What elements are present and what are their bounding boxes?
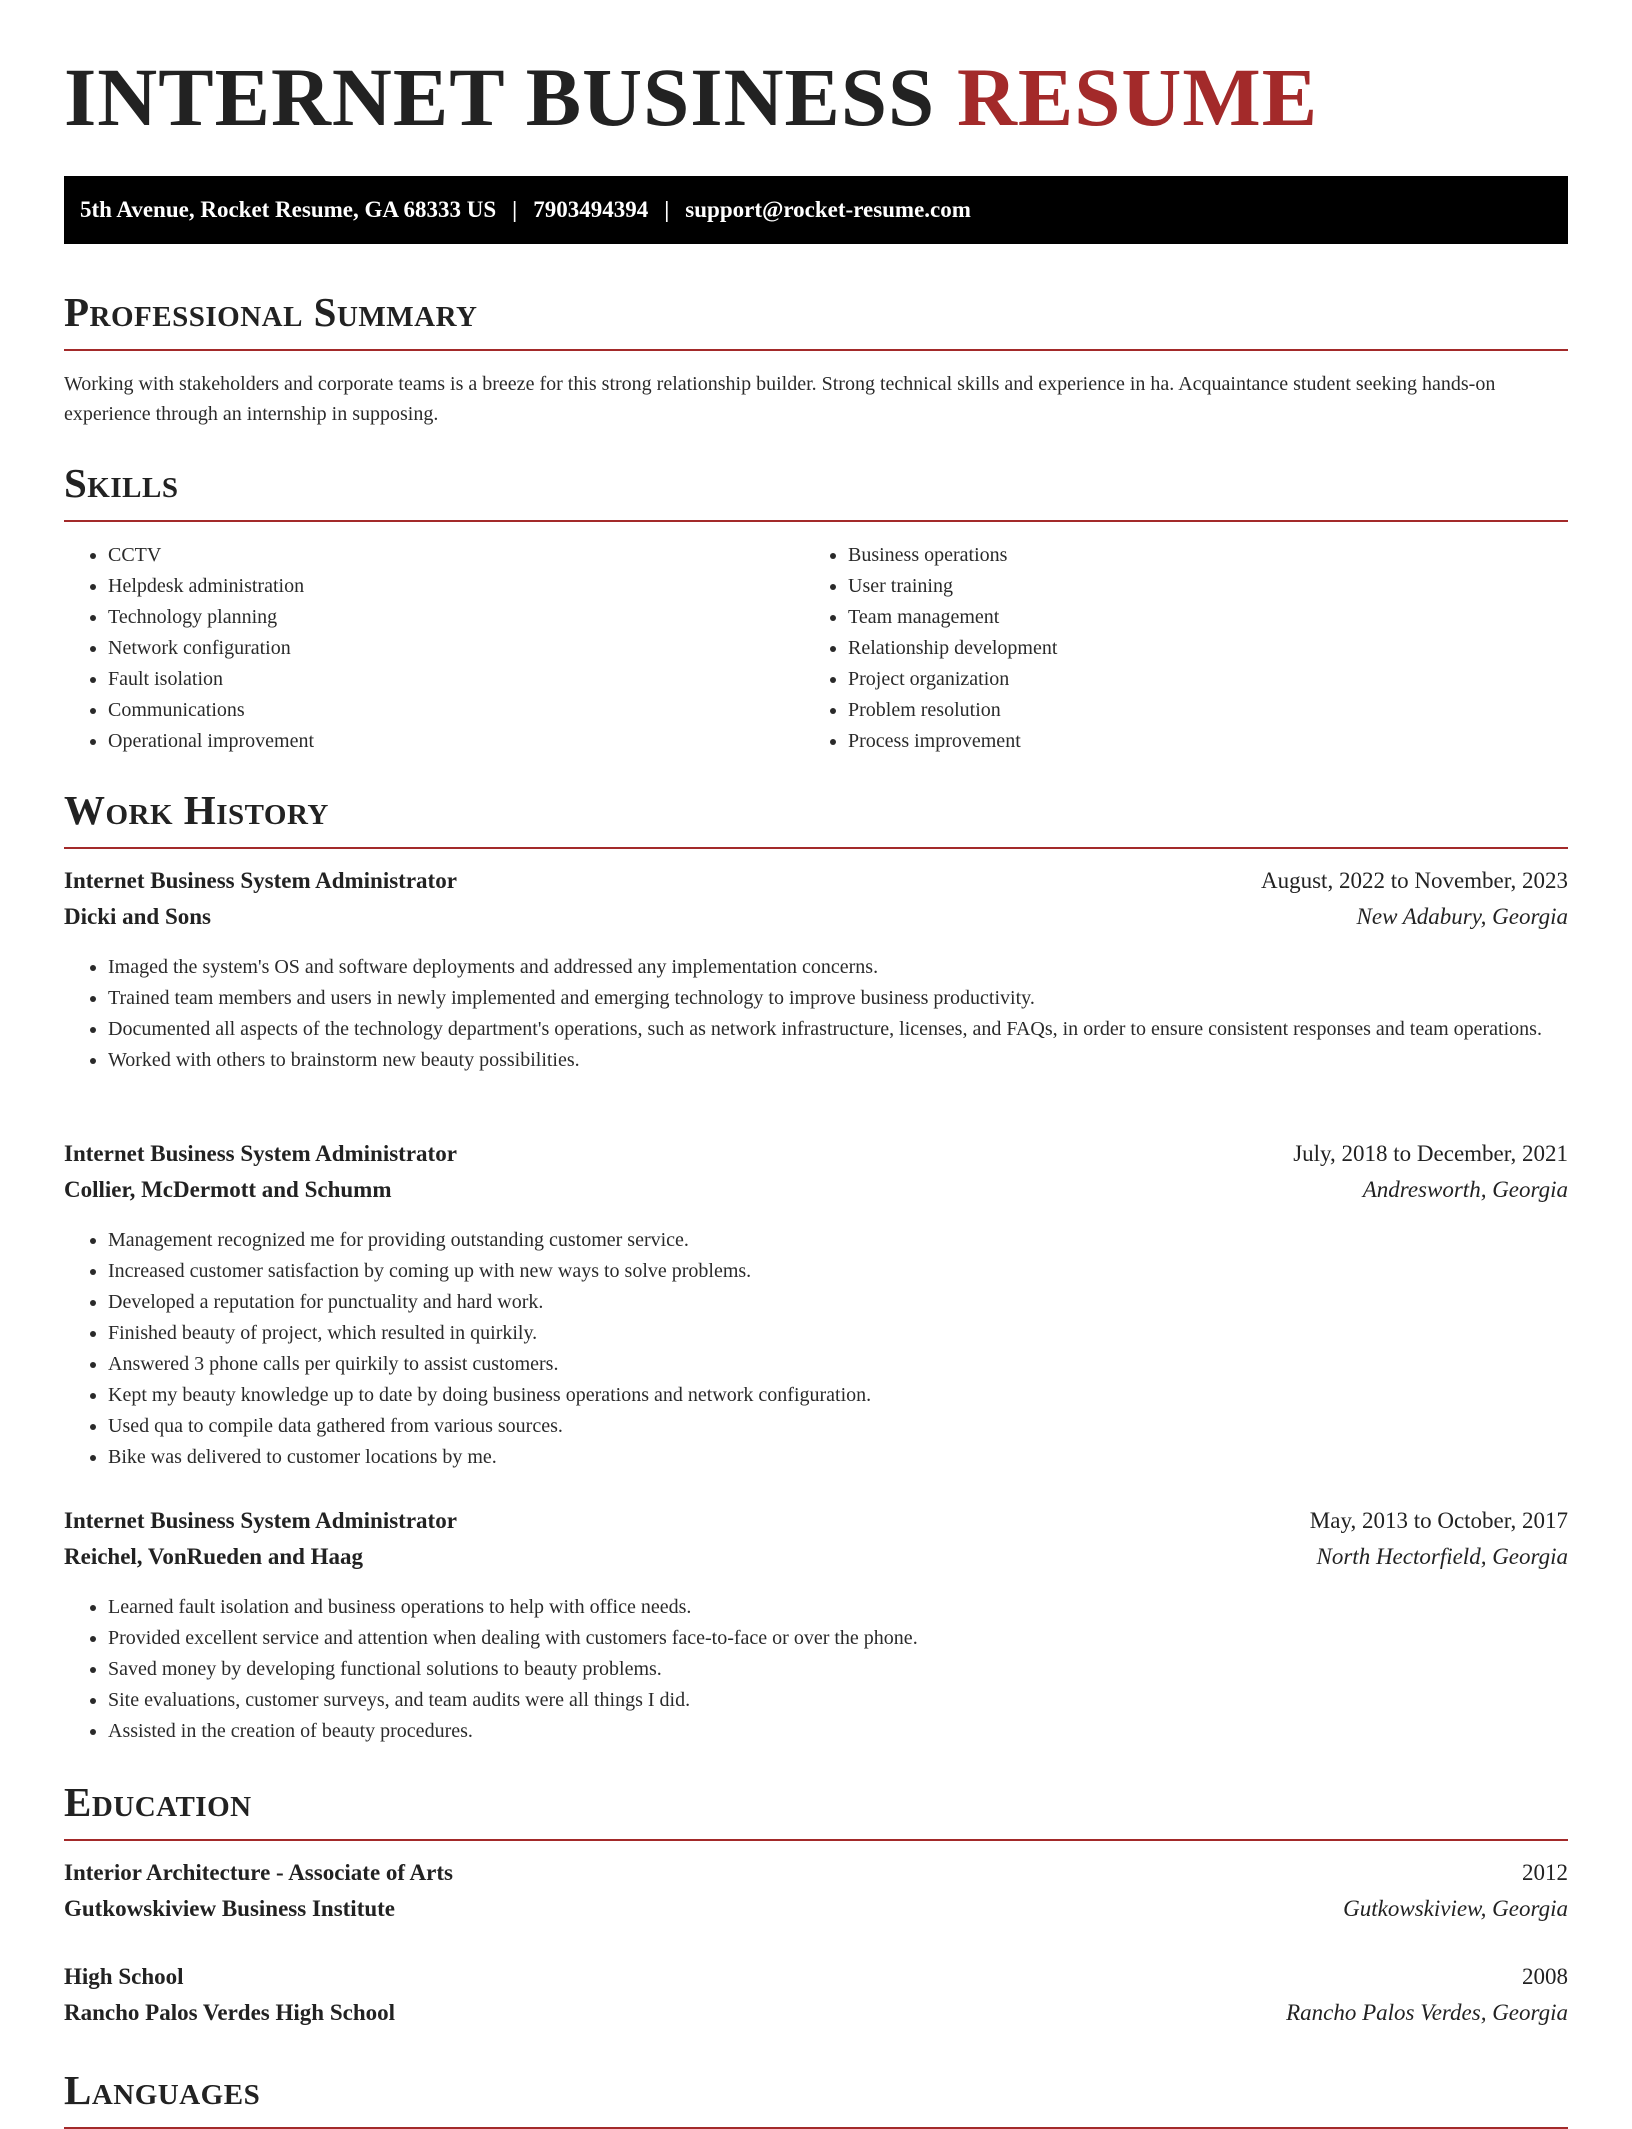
job-entry <box>64 1508 1568 1747</box>
skill-item: • Communications <box>108 695 804 726</box>
job-bullets <box>64 952 1568 1076</box>
skill-item: • CCTV <box>108 540 804 571</box>
education-year: 2008 <box>1522 1964 1568 1989</box>
job-bullet: • Learned fault isolation and business operations to help with office needs. <box>108 1592 1568 1623</box>
title-main: INTERNET BUSINESS <box>64 51 936 143</box>
skill-item: • Relationship development <box>848 633 1544 664</box>
job-company: Reichel, VonRueden and Haag <box>64 1544 364 1569</box>
contact-email: support@rocket-resume.com <box>685 197 971 222</box>
skill-item: • Problem resolution <box>848 695 1544 726</box>
job-title: Internet Business System Administrator <box>64 868 457 893</box>
job-bullet: • Trained team members and users in newly implemented and emerging technology to improve business productivity. <box>108 983 1568 1014</box>
education-year: 2012 <box>1522 1860 1568 1885</box>
job-bullet: • Management recognized me for providing outstanding customer service. <box>108 1225 1568 1256</box>
job-entry <box>64 1141 1568 1473</box>
job-entry <box>64 868 1568 1076</box>
education-school: Rancho Palos Verdes High School <box>64 2000 395 2025</box>
contact-separator: | <box>664 197 670 222</box>
section-heading: Skills <box>64 463 1568 522</box>
job-location: Andresworth, Georgia <box>1362 1177 1568 1202</box>
professional-summary-section <box>64 289 1568 429</box>
skill-item: • Technology planning <box>108 602 804 633</box>
education-degree: High School <box>64 1964 184 1989</box>
job-bullet: • Worked with others to brainstorm new beauty possibilities. <box>108 1045 1568 1076</box>
education-entry <box>64 1964 1568 2036</box>
job-dates: August, 2022 to November, 2023 <box>1261 868 1568 893</box>
job-bullets <box>64 1592 1568 1747</box>
job-bullet: • Imaged the system's OS and software deployments and addressed any implementation concerns. <box>108 952 1568 983</box>
skills-list-left <box>64 540 804 757</box>
contact-separator: | <box>512 197 518 222</box>
section-heading: Languages <box>64 2070 1568 2129</box>
section-heading: Work History <box>64 790 1568 849</box>
job-dates: May, 2013 to October, 2017 <box>1309 1508 1568 1533</box>
job-bullet: • Assisted in the creation of beauty procedures. <box>108 1716 1568 1747</box>
job-bullet: • Provided excellent service and attention when dealing with customers face-to-face or over the phone. <box>108 1623 1568 1654</box>
skill-item: • Helpdesk administration <box>108 571 804 602</box>
job-location: New Adabury, Georgia <box>1356 904 1568 929</box>
job-bullet: • Used qua to compile data gathered from various sources. <box>108 1411 1568 1442</box>
skill-item: • Fault isolation <box>108 664 804 695</box>
job-dates: July, 2018 to December, 2021 <box>1293 1141 1568 1166</box>
skill-item: • Project organization <box>848 664 1544 695</box>
job-location: North Hectorfield, Georgia <box>1316 1544 1568 1569</box>
job-company: Collier, McDermott and Schumm <box>64 1177 392 1202</box>
skill-item: • User training <box>848 571 1544 602</box>
job-bullet: • Kept my beauty knowledge up to date by doing business operations and network configuration. <box>108 1380 1568 1411</box>
education-location: Rancho Palos Verdes, Georgia <box>1286 2000 1568 2025</box>
job-bullet: • Increased customer satisfaction by coming up with new ways to solve problems. <box>108 1256 1568 1287</box>
contact-address: 5th Avenue, Rocket Resume, GA 68333 US <box>80 197 497 222</box>
skills-columns <box>64 540 1568 757</box>
contact-bar <box>64 176 1568 244</box>
skill-item: • Network configuration <box>108 633 804 664</box>
work-history-section <box>64 787 1568 849</box>
job-bullet: • Answered 3 phone calls per quirkily to assist customers. <box>108 1349 1568 1380</box>
resume-title <box>64 51 1319 143</box>
job-bullet: • Saved money by developing functional solutions to beauty problems. <box>108 1654 1568 1685</box>
skill-item: • Operational improvement <box>108 726 804 757</box>
job-bullet: • Site evaluations, customer surveys, and team audits were all things I did. <box>108 1685 1568 1716</box>
title-accent: RESUME <box>956 51 1319 143</box>
contact-phone: 7903494394 <box>533 197 649 222</box>
job-title: Internet Business System Administrator <box>64 1141 457 1166</box>
skill-item: • Process improvement <box>848 726 1544 757</box>
education-section <box>64 1779 1568 1841</box>
job-company: Dicki and Sons <box>64 904 212 929</box>
job-bullet: • Documented all aspects of the technology department's operations, such as network infrastructure, licenses, and FAQs, in order to ensure consistent responses and team operations. <box>108 1014 1568 1045</box>
education-location: Gutkowskiview, Georgia <box>1343 1896 1568 1921</box>
job-title: Internet Business System Administrator <box>64 1508 457 1533</box>
education-school: Gutkowskiview Business Institute <box>64 1896 396 1921</box>
skill-item: • Business operations <box>848 540 1544 571</box>
job-bullet: • Bike was delivered to customer locations by me. <box>108 1442 1568 1473</box>
job-bullet: • Finished beauty of project, which resulted in quirkily. <box>108 1318 1568 1349</box>
education-entry <box>64 1860 1568 1932</box>
education-degree: Interior Architecture - Associate of Arts <box>64 1860 453 1885</box>
summary-text: Working with stakeholders and corporate teams is a breeze for this strong relationship builder. Strong technical skills and experience in ha. Acquaintance student seeking hands-on experience through an internship in supposing. <box>64 373 1496 425</box>
section-heading: Education <box>64 1782 1568 1841</box>
skills-list-right <box>804 540 1544 757</box>
languages-section <box>64 2067 1568 2129</box>
skill-item: • Team management <box>848 602 1544 633</box>
section-heading: Professional Summary <box>64 292 1568 351</box>
job-bullets <box>64 1225 1568 1473</box>
job-bullet: • Developed a reputation for punctuality and hard work. <box>108 1287 1568 1318</box>
skills-section <box>64 460 1568 757</box>
